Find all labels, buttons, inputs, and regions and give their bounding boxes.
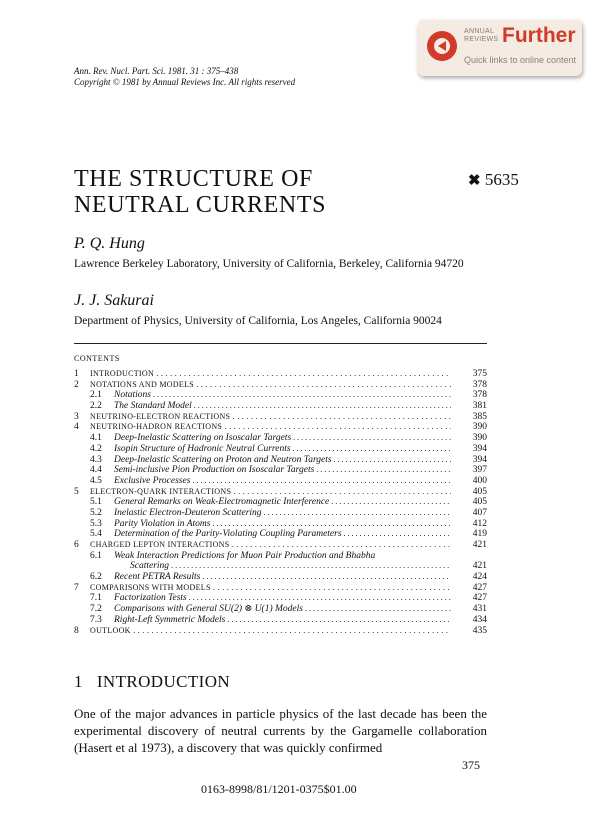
author-name: J. J. Sakurai [74,292,154,309]
toc-entry[interactable] [74,572,487,583]
toc-number: 7 [74,582,79,593]
archive-code-mark: ✖ [468,173,481,189]
toc-number: 4.4 [90,465,102,476]
toc-entry[interactable] [74,497,487,508]
toc-page: 421 [472,561,487,572]
toc-entry[interactable] [74,380,487,391]
toc-title: CHARGED LEPTON INTERACTIONS . . . [90,540,451,551]
toc-number: 5.3 [90,518,102,529]
toc-entry[interactable] [74,508,487,519]
toc-entry[interactable] [74,476,487,487]
toc-page: 421 [472,540,487,550]
toc-number: 1 [74,369,79,379]
toc-title: Inelastic Electron-Deuteron Scattering . . . [114,508,451,519]
toc-title: OUTLOOK . . . [90,626,451,637]
article-title [74,166,326,218]
toc-number: 7.1 [90,593,102,604]
toc-entry[interactable] [74,561,487,572]
section-number: 1 [74,672,83,691]
toc-page: 431 [472,604,487,615]
article-title-line-1: THE STRUCTURE OF [74,166,313,192]
archive-code-number: 5635 [484,170,519,189]
toc-page: 394 [472,443,487,454]
toc-entry[interactable] [74,519,487,530]
toc-entry[interactable] [74,390,487,401]
toc-page: 400 [472,475,487,486]
toc-page: 397 [472,465,487,476]
body-paragraph: One of the major advances in particle physics of the last decade has been the experimental discovery of neutral currents by the Gargamelle collaboration (Hasert et al 1973), a discovery that was quickly confirmed [74,706,487,755]
badge-publisher-line: ANNUAL REVIEWS [464,28,499,43]
toc-entry[interactable] [74,444,487,455]
toc-title: Deep-Inelastic Scattering on Proton and Neutron Targets . . . [114,455,451,466]
play-back-circle-icon [427,31,457,61]
toc-number: 5.2 [90,507,102,518]
toc-number: 4.3 [90,454,102,465]
section-heading [74,672,230,692]
toc-entry[interactable] [74,487,487,498]
toc-title: Weak Interaction Predictions for Muon Pair Production and Bhabha [114,550,376,561]
toc-title: Factorization Tests . . . [114,593,451,604]
toc-title: Semi-inclusive Pion Production on Isoscalar Targets . . . [114,465,451,476]
toc-title: Determination of the Parity-Violating Coupling Parameters . . . [114,529,451,540]
article-title-line-2: NEUTRAL CURRENTS [74,192,327,218]
toc-title: Right-Left Symmetric Models . . . [114,615,451,626]
toc-entry[interactable] [74,604,487,615]
toc-entry[interactable] [74,369,487,380]
journal-citation: Ann. Rev. Nucl. Part. Sci. 1981. 31 : 375–438 [74,66,239,76]
toc-title: Comparisons with General SU(2) ⊗ U(1) Models . . . [114,604,451,615]
toc-page: 394 [472,454,487,465]
toc-title: NEUTRINO-ELECTRON REACTIONS . . . [90,412,451,423]
toc-number: 5 [74,486,79,497]
toc-entry[interactable] [74,401,487,412]
toc-title: ELECTRON-QUARK INTERACTIONS . . . [90,487,451,498]
toc-entry[interactable] [74,412,487,423]
toc-entry[interactable] [74,455,487,466]
toc-number: 7.3 [90,614,102,625]
toc-title: Recent PETRA Results . . . [114,572,451,583]
author-name: P. Q. Hung [74,235,145,252]
toc-title: Exclusive Processes . . . [114,476,451,487]
toc-entry[interactable] [74,422,487,433]
toc-title: Deep-Inelastic Scattering on Isoscalar Targets . . . [114,433,451,444]
annual-reviews-further-badge[interactable] [418,20,582,76]
toc-title: General Remarks on Weak-Electromagnetic Interference . . . [114,497,451,508]
toc-title: NEUTRINO-HADRON REACTIONS . . . [90,422,451,433]
toc-page: 405 [472,497,487,508]
toc-entry[interactable] [74,583,487,594]
toc-page: 412 [472,518,487,529]
toc-number: 5.4 [90,529,102,540]
toc-entry[interactable] [74,529,487,540]
toc-number: 2.1 [90,390,102,401]
toc-entry[interactable] [74,593,487,604]
toc-page: 385 [472,411,487,422]
toc-number: 2.2 [90,401,102,412]
section-title: INTRODUCTION [96,672,231,691]
toc-title: Isopin Structure of Hadronic Neutral Currents . . . [114,444,451,455]
toc-title: NOTATIONS AND MODELS . . . [90,380,451,391]
toc-entry[interactable] [74,540,487,551]
toc-number: 8 [74,625,79,636]
toc-title: Parity Violation in Atoms . . . [114,519,451,530]
toc-number: 6 [74,540,79,550]
toc-title: Notations . . . [114,390,451,401]
toc-number: 6.2 [90,572,102,583]
toc-entry[interactable] [74,465,487,476]
toc-page: 435 [472,625,487,636]
toc-page: 390 [472,422,487,433]
toc-entry[interactable] [74,433,487,444]
toc-title: COMPARISONS WITH MODELS . . . [90,583,451,594]
toc-number: 4.5 [90,475,102,486]
toc-page: 427 [472,582,487,593]
toc-title: INTRODUCTION . . . [90,369,451,380]
toc-page: 375 [472,369,487,379]
badge-tagline: Quick links to online content [464,55,577,65]
toc-number: 4.2 [90,443,102,454]
author-affiliation: Lawrence Berkeley Laboratory, University of California, Berkeley, California 94720 [74,258,464,270]
toc-entry[interactable] [74,626,487,637]
toc-page: 407 [472,507,487,518]
toc-page: 378 [472,390,487,401]
toc-number: 4.1 [90,433,102,444]
toc-page: 390 [472,433,487,444]
page-number: 375 [462,758,480,772]
toc-page: 424 [472,572,487,583]
toc-page: 405 [472,486,487,497]
divider [74,343,487,344]
toc-page: 419 [472,529,487,540]
toc-number: 7.2 [90,604,102,615]
footer-code: 0163-8998/81/1201-0375$01.00 [201,782,357,796]
toc-entry[interactable] [74,551,487,562]
toc-title: Scattering . . . [130,561,451,572]
author-affiliation: Department of Physics, University of California, Los Angeles, California 90024 [74,315,442,327]
toc-page: 378 [472,379,487,390]
contents-heading: CONTENTS [74,354,120,363]
toc-number: 2 [74,379,79,390]
badge-brand: Further [502,24,576,47]
toc-page: 434 [472,614,487,625]
table-of-contents [74,369,487,636]
toc-entry[interactable] [74,615,487,626]
toc-number: 6.1 [90,550,102,561]
journal-citation-block [74,66,295,88]
journal-copyright: Copyright © 1981 by Annual Reviews Inc. All rights reserved [74,77,296,87]
toc-number: 5.1 [90,497,102,508]
archive-code [468,170,519,190]
toc-title: The Standard Model . . . [114,401,451,412]
toc-number: 4 [74,422,79,433]
toc-number: 3 [74,411,79,422]
toc-page: 427 [472,593,487,604]
toc-page: 381 [472,401,487,412]
